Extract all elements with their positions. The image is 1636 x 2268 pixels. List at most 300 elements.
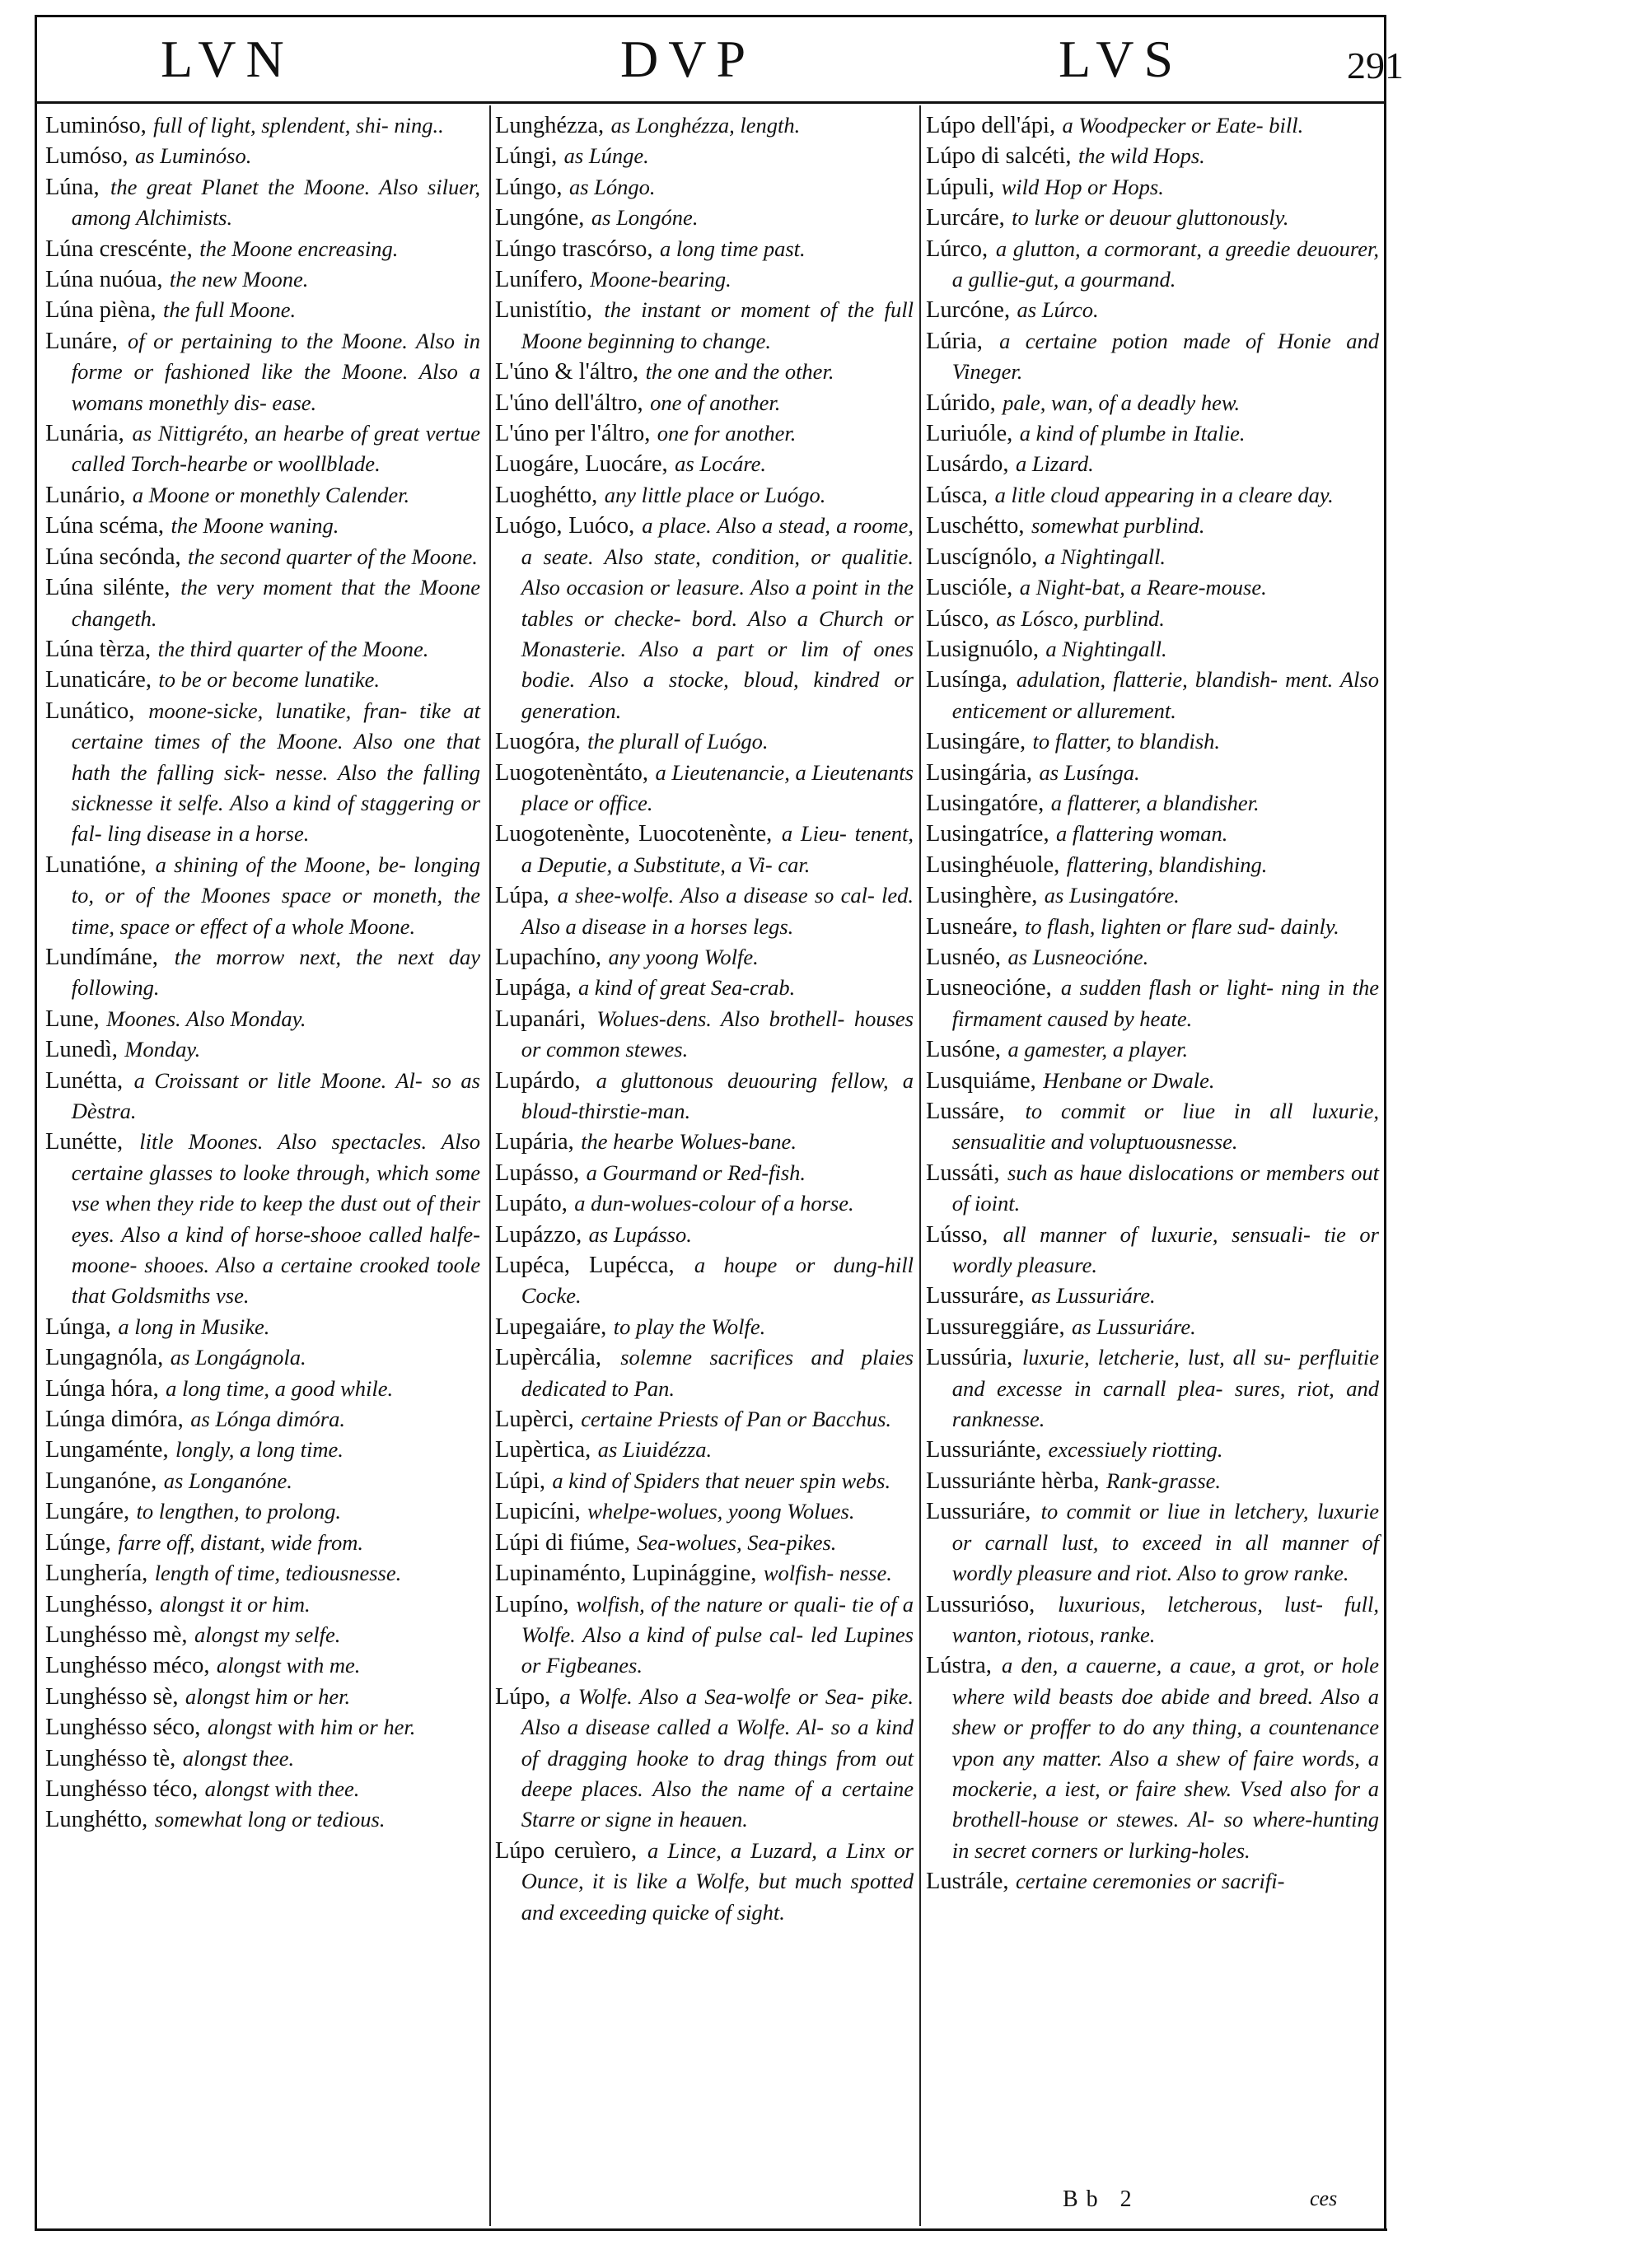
dictionary-entry (45, 1528, 480, 1558)
entry-definition: the Moone waning. (171, 513, 339, 539)
dictionary-entry (45, 1127, 480, 1311)
entry-definition: Moones. Also Monday. (106, 1006, 306, 1031)
entry-definition: to commit or liue in letchery, luxurie or carnall lust, to exceed in all manner of wordly pleasure and riot. Also to grow ranke. (951, 1499, 1379, 1586)
entry-definition: to play the Wolfe. (613, 1314, 766, 1339)
entry-headword: Lúpi di fiúme, (495, 1529, 630, 1556)
dictionary-entry (926, 1866, 1379, 1897)
entry-headword: Lussúria, (926, 1345, 1013, 1371)
entry-definition: to flatter, to blandish. (1032, 729, 1221, 754)
entry-headword: Luógo, Luóco, (495, 513, 635, 539)
entry-headword: Lúnga dimóra, (45, 1407, 184, 1433)
entry-headword: Lúpuli, (926, 174, 995, 200)
entry-headword: Lupachíno, (495, 944, 602, 970)
entry-definition: to lurke or deuour gluttonously. (1012, 205, 1289, 231)
column-divider-1 (489, 105, 491, 2226)
entry-headword: Lunária, (45, 421, 124, 447)
dictionary-entry (495, 511, 914, 726)
entry-headword: Lunétte, (45, 1129, 124, 1155)
dictionary-entry (45, 696, 480, 850)
entry-definition: as Lúrco. (1017, 297, 1099, 323)
entry-definition: luxurie, letcherie, lust, all su- perfluitie and excesse in carnall plea- sures, riot, and ranknesse. (951, 1345, 1379, 1432)
entry-definition: alongst my selfe. (194, 1622, 341, 1647)
entry-definition: Moone-bearing. (590, 267, 732, 292)
dictionary-entry (495, 1250, 914, 1312)
page-frame-left (35, 15, 37, 2230)
entry-headword: Lune, (45, 1006, 100, 1032)
entry-definition: a kind of great Sea-crab. (578, 975, 796, 1001)
dictionary-entry (45, 1774, 480, 1804)
entry-definition: such as haue dislocations or members out of ioint. (951, 1160, 1379, 1216)
entry-headword: Lupèrci, (495, 1407, 574, 1433)
page-frame-right (1384, 15, 1386, 2230)
entry-definition: a Lizard. (1015, 451, 1094, 477)
dictionary-entry (926, 1281, 1379, 1311)
dictionary-entry (926, 1066, 1379, 1096)
entry-headword: Lumóso, (45, 143, 129, 170)
entry-definition: a long time past. (659, 236, 806, 261)
entry-definition: the very moment that the Moone changeth. (71, 575, 480, 631)
entry-definition: a long time, a good while. (166, 1375, 394, 1401)
entry-headword: Lúpo dell'ápi, (926, 113, 1056, 138)
entry-headword: Lunghézza, (495, 113, 605, 138)
dictionary-entry (926, 203, 1379, 233)
dictionary-entry (926, 604, 1379, 634)
entry-headword: Lúrido, (926, 390, 996, 416)
dictionary-entry (495, 1435, 914, 1465)
entry-definition: to lengthen, to prolong. (136, 1499, 342, 1524)
entry-definition: as Lusingatóre. (1044, 883, 1180, 908)
entry-definition: as Lussuriáre. (1072, 1314, 1196, 1339)
dictionary-entry (45, 172, 480, 234)
entry-definition: a houpe or dung-hill Cocke. (521, 1253, 914, 1309)
entry-headword: Lundímáne, (45, 944, 158, 970)
entry-headword: Lussureggiáre, (926, 1314, 1065, 1340)
entry-definition: solemne sacrifices and plaies dedicated to Pan. (521, 1345, 914, 1401)
entry-headword: Lurcóne, (926, 297, 1011, 324)
entry-definition: Monday. (124, 1037, 201, 1062)
entry-definition: a Lieu- tenent, a Deputie, a Substitute, a Vi- car. (521, 821, 914, 877)
dictionary-entry (495, 1188, 914, 1219)
entry-headword: Lúna scéma, (45, 513, 165, 539)
entry-definition: alongst with me. (216, 1653, 361, 1678)
entry-headword: Lusnéo, (926, 944, 1002, 970)
dictionary-entry (45, 1404, 480, 1435)
entry-headword: Lusingáre, (926, 729, 1026, 755)
entry-definition: a litle cloud appearing in a cleare day. (994, 482, 1334, 507)
entry-headword: Lussurióso, (926, 1591, 1035, 1617)
entry-headword: Lupária, (495, 1129, 574, 1155)
entry-definition: a place. Also a stead, a roome, a seate. Also state, condition, or qualitie. Also occasion or leasure. Also a point in the tables or checke- bord. Also a Church or Monasterie. Also a part or lim of ones bodie. Also a stocke, bloud, kindred or generation. (521, 513, 914, 723)
entry-headword: Lusneocióne, (926, 975, 1052, 1001)
entry-definition: the one and the other. (645, 359, 834, 385)
header-rule (35, 101, 1386, 104)
entry-headword: Lupèrtica, (495, 1437, 591, 1463)
dictionary-entry (45, 634, 480, 665)
dictionary-entry (926, 449, 1379, 479)
entry-definition: as Lósco, purblind. (996, 605, 1165, 631)
entry-headword: Lustrále, (926, 1869, 1009, 1895)
entry-headword: Lússo, (926, 1221, 989, 1248)
entry-headword: Lungóne, (495, 205, 585, 231)
dictionary-entry (495, 1004, 914, 1066)
dictionary-entry (45, 234, 480, 264)
entry-headword: Lúna tèrza, (45, 636, 152, 662)
entry-definition: the new Moone. (169, 267, 309, 292)
entry-headword: Lusóne, (926, 1037, 1002, 1063)
entry-headword: Lusingatríce, (926, 821, 1049, 847)
dictionary-entry (495, 1404, 914, 1435)
entry-definition: a den, a cauerne, a caue, a grot, or hole where wild beasts doe abide and breed. Also a shew or proffer to do any thing, a countenance vpon any matter. Also a shew of faire words, a mockerie, a iest, or faire shew. Vsed also for a brothell-house or stewes. Al- so where-hunting in secret corners or lurking-holes. (951, 1653, 1379, 1863)
entry-definition: all manner of luxurie, sensuali- tie or wordly pleasure. (951, 1221, 1379, 1278)
dictionary-entry (926, 1650, 1379, 1866)
dictionary-entry (926, 788, 1379, 819)
dictionary-entry (495, 880, 914, 942)
dictionary-entry (495, 1836, 914, 1928)
dictionary-entry (45, 480, 480, 511)
entry-definition: a kind of plumbe in Italie. (1019, 421, 1246, 446)
entry-headword: Lústra, (926, 1653, 992, 1679)
entry-definition: adulation, flatterie, blandish- ment. Also enticement or allurement. (951, 667, 1379, 723)
entry-headword: Lúsco, (926, 605, 989, 632)
entry-headword: Lusingária, (926, 759, 1033, 786)
entry-definition: as Lussuriáre. (1031, 1283, 1156, 1309)
entry-definition: the third quarter of the Moone. (157, 636, 429, 661)
running-header (37, 18, 1404, 100)
entry-definition: moone-sicke, lunatike, fran- tike at certaine times of the Moone. Also one that hath the falling sick- nesse. Also the falling sicknesse it selfe. Also a kind of staggering or fal- ling disease in a horse. (71, 698, 480, 847)
entry-definition: as Longhézza, length. (610, 113, 801, 138)
dictionary-entry (926, 942, 1379, 973)
entry-headword: Lúna nuóua, (45, 267, 163, 293)
entry-headword: Lunífero, (495, 267, 583, 293)
dictionary-entry (495, 1558, 914, 1589)
dictionary-entry (926, 1096, 1379, 1158)
entry-headword: Luminóso, (45, 113, 147, 138)
entry-headword: Luogáre, Luocáre, (495, 451, 668, 478)
dictionary-entry (495, 973, 914, 1003)
entry-definition: whelpe-wolues, yoong Wolues. (587, 1499, 855, 1524)
dictionary-entry (45, 1743, 480, 1774)
entry-definition: pale, wan, of a deadly hew. (1003, 390, 1241, 415)
entry-definition: as Longóne. (591, 205, 699, 231)
entry-definition: as Nittigréto, an hearbe of great vertue called Torch-hearbe or woollblade. (71, 421, 480, 477)
entry-definition: a shining of the Moone, be- longing to, or of the Moones space or moneth, the time, space or effect of a whole Moone. (71, 852, 480, 939)
dictionary-entry (495, 1127, 914, 1157)
entry-headword: Lupáto, (495, 1191, 568, 1217)
entry-headword: Lúpi, (495, 1468, 545, 1494)
dictionary-entry (45, 326, 480, 418)
entry-headword: Lunghésso mè, (45, 1622, 188, 1648)
entry-definition: certaine Priests of Pan or Bacchus. (581, 1407, 892, 1432)
entry-definition: the great Planet the Moone. Also siluer, among Alchimists. (71, 174, 480, 231)
dictionary-column-2 (495, 110, 914, 1928)
entry-headword: Lupèrcália, (495, 1345, 601, 1371)
dictionary-entry (495, 418, 914, 449)
dictionary-entry (45, 1712, 480, 1743)
dictionary-entry (45, 1496, 480, 1527)
entry-definition: Sea-wolues, Sea-pikes. (637, 1529, 837, 1555)
dictionary-entry (495, 264, 914, 295)
entry-definition: luxurious, letcherous, lust- full, wanton, riotous, ranke. (951, 1591, 1379, 1647)
entry-headword: Lupanári, (495, 1006, 586, 1032)
dictionary-entry (495, 295, 914, 357)
entry-headword: Lupicíni, (495, 1499, 581, 1525)
entry-definition: a Night-bat, a Reare-mouse. (1019, 575, 1267, 600)
entry-definition: a gamester, a player. (1007, 1037, 1189, 1062)
dictionary-entry (495, 819, 914, 880)
entry-headword: Luogotenèntáto, (495, 759, 648, 786)
entry-headword: Lupárdo, (495, 1067, 581, 1094)
dictionary-entry (495, 1342, 914, 1404)
entry-headword: Luogóra, (495, 729, 581, 755)
entry-headword: L'úno dell'áltro, (495, 390, 643, 416)
entry-headword: Lusignuólo, (926, 636, 1039, 662)
entry-headword: Lunghésso séco, (45, 1715, 201, 1741)
entry-headword: Lungaménte, (45, 1437, 169, 1463)
dictionary-entry (495, 110, 914, 141)
dictionary-entry (926, 388, 1379, 418)
entry-definition: longly, a long time. (175, 1437, 344, 1463)
dictionary-entry (926, 480, 1379, 511)
dictionary-entry (45, 141, 480, 171)
entry-definition: wolfish, of the nature or quali- tie of a Wolfe. Also a kind of pulse cal- led Lupines or Figbeanes. (521, 1591, 914, 1678)
entry-headword: Luscígnólo, (926, 544, 1038, 570)
entry-definition: alongst it or him. (160, 1591, 311, 1617)
entry-headword: Lupegaiáre, (495, 1314, 607, 1340)
catchword: ces (1310, 2186, 1338, 2210)
entry-definition: one for another. (657, 421, 797, 446)
entry-headword: Lunghésso, (45, 1591, 153, 1617)
entry-definition: somewhat long or tedious. (154, 1807, 386, 1832)
dictionary-entry (45, 1620, 480, 1650)
dictionary-entry (45, 1374, 480, 1404)
entry-definition: a Lieutenancie, a Lieutenants place or office. (521, 759, 914, 815)
entry-headword: Lunghésso téco, (45, 1776, 199, 1802)
dictionary-entry (495, 942, 914, 973)
dictionary-entry (495, 172, 914, 203)
entry-headword: Lussuráre, (926, 1283, 1025, 1309)
dictionary-entry (926, 418, 1379, 449)
dictionary-entry (495, 1158, 914, 1188)
dictionary-entry (45, 665, 480, 695)
entry-definition: farre off, distant, wide from. (118, 1529, 364, 1555)
dictionary-entry (926, 1496, 1379, 1589)
entry-definition: a long in Musike. (118, 1314, 270, 1339)
entry-headword: Lúpo ceruìero, (495, 1837, 638, 1864)
entry-headword: Lunático, (45, 698, 135, 724)
dictionary-entry (926, 880, 1379, 911)
dictionary-entry (926, 758, 1379, 788)
entry-headword: Lunatióne, (45, 852, 147, 878)
column-divider-2 (919, 105, 921, 2226)
entry-definition: a flattering woman. (1056, 821, 1228, 847)
dictionary-entry (45, 1589, 480, 1620)
page-frame-bottom (35, 2228, 1387, 2231)
dictionary-entry (926, 1342, 1379, 1435)
entry-headword: Lusárdo, (926, 451, 1009, 478)
dictionary-entry (495, 480, 914, 511)
dictionary-entry (495, 1682, 914, 1836)
dictionary-entry (926, 665, 1379, 726)
dictionary-entry (45, 110, 480, 141)
entry-definition: to be or become lunatike. (158, 667, 381, 693)
entry-definition: as Locáre. (675, 451, 767, 477)
entry-headword: Lusinghéuole, (926, 852, 1060, 878)
entry-definition: wolfish- nesse. (763, 1561, 892, 1586)
entry-definition: as Longágnola. (170, 1345, 306, 1370)
entry-definition: a glutton, a cormorant, a greedie deuourer, a gullie-gut, a gourmand. (951, 236, 1379, 292)
entry-definition: a gluttonous deuouring fellow, a bloud-thirstie-man. (521, 1067, 914, 1123)
entry-definition: the instant or moment of the full Moone beginning to change. (521, 297, 914, 353)
dictionary-entry (926, 572, 1379, 603)
dictionary-entry (926, 234, 1379, 296)
entry-definition: the Moone encreasing. (199, 236, 399, 261)
dictionary-entry (45, 1466, 480, 1496)
entry-headword: Luscióle, (926, 575, 1013, 601)
dictionary-entry (495, 449, 914, 479)
dictionary-entry (926, 850, 1379, 880)
entry-definition: alongst with him or her. (207, 1715, 416, 1740)
entry-headword: Lúna crescénte, (45, 236, 193, 262)
entry-headword: Lúpa, (495, 883, 549, 909)
entry-headword: Lúngo trascórso, (495, 236, 653, 262)
dictionary-entry (926, 1435, 1379, 1465)
entry-headword: Lupéca, Lupécca, (495, 1253, 675, 1279)
dictionary-entry (45, 1312, 480, 1342)
entry-definition: any little place or Luógo. (604, 482, 826, 507)
entry-headword: Lussáti, (926, 1160, 1000, 1186)
entry-headword: Lunghésso méco, (45, 1653, 210, 1679)
dictionary-entry (495, 141, 914, 171)
entry-headword: Lunghétto, (45, 1807, 148, 1833)
entry-headword: Luschétto, (926, 513, 1025, 539)
entry-headword: Lunétta, (45, 1067, 124, 1094)
dictionary-entry (495, 203, 914, 233)
entry-headword: Lunário, (45, 482, 126, 508)
entry-definition: the second quarter of the Moone. (188, 544, 478, 569)
entry-definition: as Lúnge. (563, 143, 649, 169)
entry-headword: Lusinghère, (926, 883, 1038, 909)
entry-definition: flattering, blandishing. (1066, 852, 1268, 877)
entry-definition: as Lónga dimóra. (190, 1407, 345, 1432)
entry-headword: Lúna, (45, 174, 100, 200)
dictionary-entry (926, 511, 1379, 541)
entry-definition: a Nightingall. (1045, 636, 1167, 661)
dictionary-entry (495, 1066, 914, 1127)
dictionary-entry (926, 172, 1379, 203)
dictionary-entry (45, 1342, 480, 1373)
page-number: 291 (1347, 44, 1404, 86)
entry-headword: Lúria, (926, 328, 983, 354)
entry-headword: Lungagnóla, (45, 1345, 164, 1371)
entry-headword: Lúngi, (495, 143, 558, 170)
entry-definition: a Lince, a Luzard, a Linx or Ounce, it is like a Wolfe, but much spotted and exceeding quicke of sight. (521, 1837, 914, 1925)
entry-definition: the wild Hops. (1077, 143, 1205, 169)
entry-definition: certaine ceremonies or sacrifi- (1015, 1869, 1285, 1894)
entry-definition: a Woodpecker or Eate- bill. (1062, 113, 1304, 138)
dictionary-entry (926, 1034, 1379, 1065)
dictionary-entry (495, 1496, 914, 1527)
entry-definition: a flatterer, a blandisher. (1050, 790, 1260, 815)
dictionary-entry (495, 758, 914, 819)
entry-definition: any yoong Wolfe. (608, 944, 759, 969)
entry-headword: Lúna secónda, (45, 544, 181, 570)
dictionary-entry (926, 973, 1379, 1034)
entry-headword: Lusneáre, (926, 913, 1018, 940)
entry-headword: Lusínga, (926, 667, 1007, 693)
entry-headword: Lupinaménto, Lupinággine, (495, 1561, 757, 1587)
dictionary-entry (45, 1558, 480, 1589)
entry-headword: Luogotenènte, Luocotenènte, (495, 821, 773, 847)
entry-headword: Lúpo di salcéti, (926, 143, 1072, 170)
entry-definition: to flash, lighten or flare sud- dainly. (1025, 913, 1339, 939)
dictionary-entry (45, 942, 480, 1004)
dictionary-entry (926, 1312, 1379, 1342)
entry-headword: Lussuriánte hèrba, (926, 1468, 1100, 1494)
dictionary-entry (45, 511, 480, 541)
dictionary-entry (926, 819, 1379, 849)
entry-headword: Luriuóle, (926, 421, 1013, 447)
dictionary-entry (926, 295, 1379, 325)
dictionary-entry (926, 542, 1379, 572)
entry-definition: a Moone or monethly Calender. (132, 482, 410, 507)
header-right-headword: LVS (1059, 30, 1184, 88)
entry-definition: a Gourmand or Red-fish. (586, 1160, 806, 1185)
entry-definition: the full Moone. (162, 297, 297, 323)
dictionary-entry (45, 418, 480, 480)
dictionary-entry (45, 850, 480, 942)
dictionary-entry (495, 1312, 914, 1342)
dictionary-entry (45, 1004, 480, 1034)
entry-definition: of or pertaining to the Moone. Also in forme or fashioned like the Moone. Also a womans monethly dis- ease. (71, 328, 480, 415)
entry-headword: Lunganóne, (45, 1468, 157, 1494)
entry-definition: as Luminóso. (134, 143, 252, 169)
entry-headword: Lusingatóre, (926, 790, 1045, 816)
signature-mark: Bb 2 (1063, 2186, 1140, 2212)
entry-headword: L'úno & l'áltro, (495, 359, 639, 385)
dictionary-entry (495, 1466, 914, 1496)
entry-headword: Luoghétto, (495, 482, 598, 508)
entry-definition: a certaine potion made of Honie and Vineger. (951, 328, 1379, 385)
dictionary-entry (926, 634, 1379, 665)
entry-headword: Lúpo, (495, 1683, 551, 1710)
entry-definition: a dun-wolues-colour of a horse. (574, 1191, 854, 1216)
dictionary-entry (926, 1220, 1379, 1281)
entry-definition: a Nightingall. (1044, 544, 1166, 569)
entry-definition: as Liuidézza. (597, 1437, 713, 1463)
dictionary-entry (495, 357, 914, 387)
dictionary-entry (45, 264, 480, 295)
dictionary-entry (45, 1682, 480, 1712)
entry-definition: Henbane or Dwale. (1043, 1067, 1215, 1093)
entry-definition: a kind of Spiders that neuer spin webs. (552, 1468, 891, 1493)
dictionary-entry (495, 726, 914, 757)
entry-headword: Lunistítio, (495, 297, 592, 324)
page-frame-top (35, 15, 1386, 17)
entry-headword: L'úno per l'áltro, (495, 421, 651, 447)
dictionary-entry (495, 388, 914, 418)
entry-definition: alongst with thee. (204, 1776, 360, 1801)
entry-headword: Lusquiáme, (926, 1067, 1036, 1094)
entry-headword: Lurcáre, (926, 205, 1005, 231)
entry-definition: length of time, tediousnesse. (154, 1561, 402, 1586)
dictionary-entry (45, 1435, 480, 1465)
entry-headword: Lungáre, (45, 1499, 130, 1525)
entry-definition: as Lóngo. (568, 174, 656, 199)
entry-headword: Lupázzo, (495, 1221, 582, 1248)
dictionary-entry (45, 1034, 480, 1065)
entry-headword: Lúna silénte, (45, 575, 171, 601)
entry-definition: a Croissant or litle Moone. Al- so as Dèstra. (71, 1067, 480, 1123)
